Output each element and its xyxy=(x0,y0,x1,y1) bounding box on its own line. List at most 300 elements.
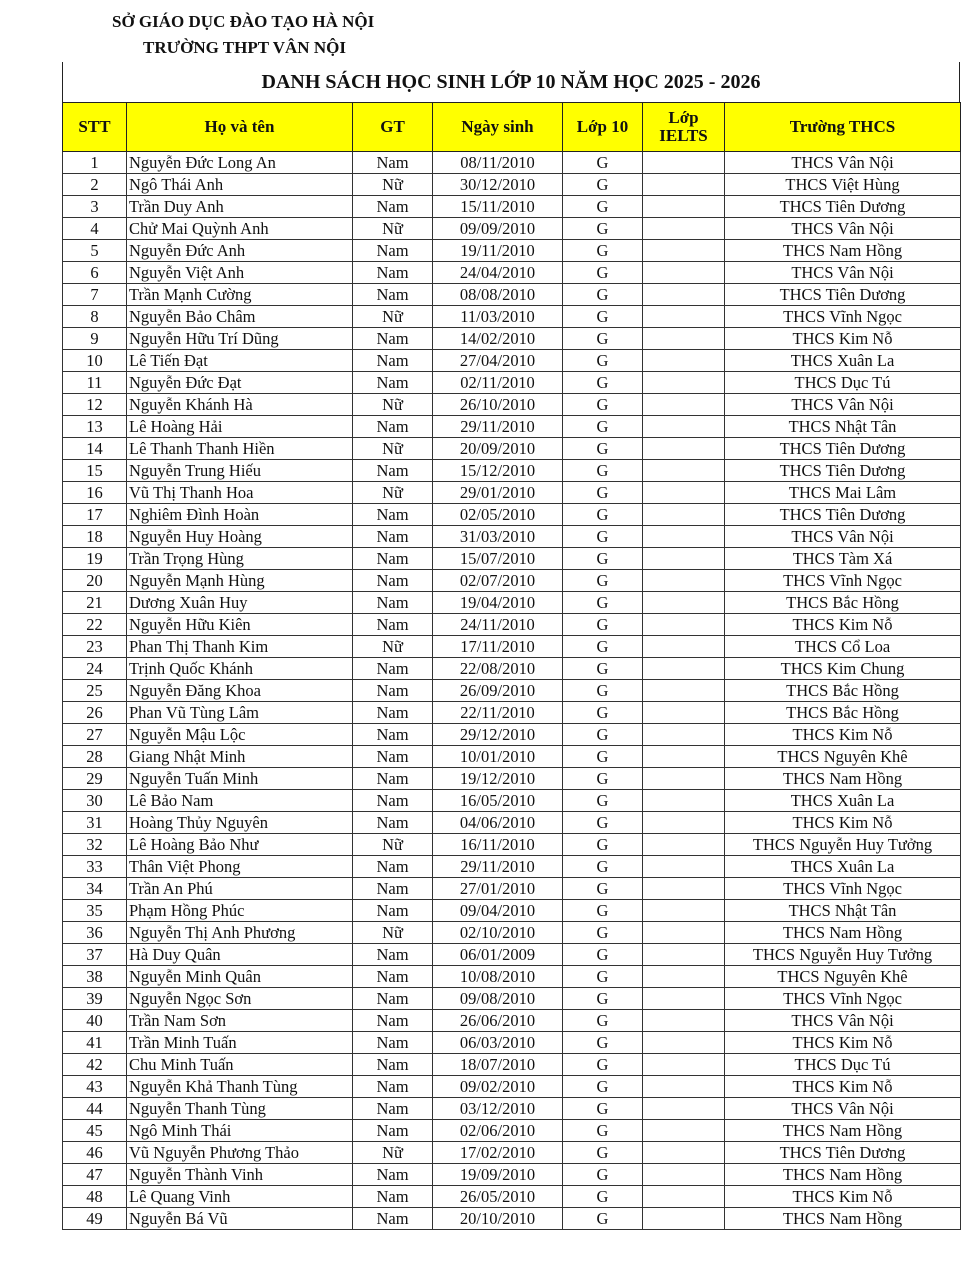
cell-gender: Nam xyxy=(353,1010,433,1032)
cell-ielts-class xyxy=(643,1120,725,1142)
cell-ielts-class xyxy=(643,1186,725,1208)
student-list-sheet xyxy=(62,62,960,1230)
cell-class10: G xyxy=(563,1186,643,1208)
cell-dob: 09/09/2010 xyxy=(433,218,563,240)
cell-dob: 20/10/2010 xyxy=(433,1208,563,1230)
cell-name: Nguyễn Khánh Hà xyxy=(127,394,353,416)
cell-gender: Nam xyxy=(353,372,433,394)
cell-stt: 9 xyxy=(63,328,127,350)
cell-class10: G xyxy=(563,988,643,1010)
cell-dob: 17/02/2010 xyxy=(433,1142,563,1164)
cell-name: Nguyễn Thành Vinh xyxy=(127,1164,353,1186)
cell-class10: G xyxy=(563,944,643,966)
cell-stt: 29 xyxy=(63,768,127,790)
table-row xyxy=(63,592,961,614)
cell-gender: Nam xyxy=(353,152,433,174)
cell-dob: 04/06/2010 xyxy=(433,812,563,834)
cell-name: Trần Trọng Hùng xyxy=(127,548,353,570)
cell-dob: 26/05/2010 xyxy=(433,1186,563,1208)
cell-dob: 02/11/2010 xyxy=(433,372,563,394)
cell-class10: G xyxy=(563,438,643,460)
cell-gender: Nam xyxy=(353,856,433,878)
cell-school: THCS Kim Nỗ xyxy=(725,328,961,350)
cell-name: Lê Hoàng Bảo Như xyxy=(127,834,353,856)
cell-ielts-class xyxy=(643,812,725,834)
department-name: SỞ GIÁO DỤC ĐÀO TẠO HÀ NỘI xyxy=(112,12,375,31)
cell-ielts-class xyxy=(643,262,725,284)
cell-class10: G xyxy=(563,328,643,350)
cell-stt: 30 xyxy=(63,790,127,812)
cell-dob: 03/12/2010 xyxy=(433,1098,563,1120)
cell-name: Phạm Hồng Phúc xyxy=(127,900,353,922)
cell-gender: Nam xyxy=(353,350,433,372)
cell-school: THCS Nhật Tân xyxy=(725,900,961,922)
cell-school: THCS Vĩnh Ngọc xyxy=(725,570,961,592)
cell-gender: Nam xyxy=(353,240,433,262)
cell-gender: Nam xyxy=(353,768,433,790)
cell-name: Trần Minh Tuấn xyxy=(127,1032,353,1054)
cell-school: THCS Tiên Dương xyxy=(725,504,961,526)
cell-name: Nguyễn Đức Đạt xyxy=(127,372,353,394)
table-row xyxy=(63,1076,961,1098)
cell-dob: 17/11/2010 xyxy=(433,636,563,658)
cell-dob: 29/11/2010 xyxy=(433,416,563,438)
cell-school: THCS Mai Lâm xyxy=(725,482,961,504)
cell-stt: 16 xyxy=(63,482,127,504)
cell-name: Nguyễn Thị Anh Phương xyxy=(127,922,353,944)
cell-name: Chu Minh Tuấn xyxy=(127,1054,353,1076)
cell-name: Chử Mai Quỳnh Anh xyxy=(127,218,353,240)
list-title: DANH SÁCH HỌC SINH LỚP 10 NĂM HỌC 2025 - 2026 xyxy=(62,62,960,102)
table-row xyxy=(63,240,961,262)
cell-ielts-class xyxy=(643,328,725,350)
cell-school: THCS Kim Chung xyxy=(725,658,961,680)
cell-gender: Nữ xyxy=(353,834,433,856)
cell-name: Phan Thị Thanh Kim xyxy=(127,636,353,658)
cell-ielts-class xyxy=(643,1208,725,1230)
cell-class10: G xyxy=(563,1098,643,1120)
cell-stt: 36 xyxy=(63,922,127,944)
table-row xyxy=(63,350,961,372)
cell-stt: 3 xyxy=(63,196,127,218)
cell-school: THCS Nguyễn Huy Tưởng xyxy=(725,834,961,856)
cell-gender: Nam xyxy=(353,878,433,900)
cell-gender: Nam xyxy=(353,812,433,834)
cell-gender: Nam xyxy=(353,658,433,680)
cell-class10: G xyxy=(563,856,643,878)
cell-ielts-class xyxy=(643,1032,725,1054)
cell-school: THCS Vân Nội xyxy=(725,262,961,284)
cell-dob: 26/06/2010 xyxy=(433,1010,563,1032)
table-row xyxy=(63,482,961,504)
cell-stt: 21 xyxy=(63,592,127,614)
cell-dob: 09/02/2010 xyxy=(433,1076,563,1098)
cell-stt: 49 xyxy=(63,1208,127,1230)
table-row xyxy=(63,284,961,306)
cell-stt: 22 xyxy=(63,614,127,636)
cell-ielts-class xyxy=(643,174,725,196)
cell-dob: 02/07/2010 xyxy=(433,570,563,592)
cell-school: THCS Tàm Xá xyxy=(725,548,961,570)
cell-name: Nguyễn Hữu Kiên xyxy=(127,614,353,636)
cell-ielts-class xyxy=(643,1076,725,1098)
table-row xyxy=(63,372,961,394)
cell-class10: G xyxy=(563,218,643,240)
cell-dob: 09/08/2010 xyxy=(433,988,563,1010)
table-row xyxy=(63,1032,961,1054)
table-row xyxy=(63,746,961,768)
cell-stt: 11 xyxy=(63,372,127,394)
table-row xyxy=(63,1164,961,1186)
cell-name: Nguyễn Bảo Châm xyxy=(127,306,353,328)
cell-school: THCS Xuân La xyxy=(725,790,961,812)
cell-school: THCS Kim Nỗ xyxy=(725,812,961,834)
cell-ielts-class xyxy=(643,350,725,372)
col-header-class10: Lớp 10 xyxy=(563,103,643,152)
cell-dob: 16/11/2010 xyxy=(433,834,563,856)
cell-stt: 41 xyxy=(63,1032,127,1054)
cell-stt: 27 xyxy=(63,724,127,746)
cell-stt: 2 xyxy=(63,174,127,196)
cell-class10: G xyxy=(563,812,643,834)
cell-gender: Nữ xyxy=(353,636,433,658)
cell-school: THCS Nguyên Khê xyxy=(725,966,961,988)
table-row xyxy=(63,658,961,680)
cell-gender: Nữ xyxy=(353,218,433,240)
table-row xyxy=(63,328,961,350)
cell-stt: 47 xyxy=(63,1164,127,1186)
cell-class10: G xyxy=(563,1120,643,1142)
cell-dob: 24/11/2010 xyxy=(433,614,563,636)
cell-class10: G xyxy=(563,834,643,856)
cell-dob: 15/11/2010 xyxy=(433,196,563,218)
cell-ielts-class xyxy=(643,900,725,922)
cell-school: THCS Nguyễn Huy Tưởng xyxy=(725,944,961,966)
cell-name: Nguyễn Việt Anh xyxy=(127,262,353,284)
cell-class10: G xyxy=(563,636,643,658)
cell-ielts-class xyxy=(643,768,725,790)
cell-ielts-class xyxy=(643,1142,725,1164)
cell-ielts-class xyxy=(643,658,725,680)
cell-dob: 22/08/2010 xyxy=(433,658,563,680)
cell-class10: G xyxy=(563,240,643,262)
cell-ielts-class xyxy=(643,856,725,878)
cell-name: Trần Mạnh Cường xyxy=(127,284,353,306)
cell-school: THCS Kim Nỗ xyxy=(725,614,961,636)
cell-ielts-class xyxy=(643,482,725,504)
cell-stt: 5 xyxy=(63,240,127,262)
cell-dob: 08/08/2010 xyxy=(433,284,563,306)
cell-gender: Nam xyxy=(353,1208,433,1230)
cell-class10: G xyxy=(563,284,643,306)
cell-name: Thân Việt Phong xyxy=(127,856,353,878)
cell-name: Lê Thanh Thanh Hiền xyxy=(127,438,353,460)
cell-school: THCS Tiên Dương xyxy=(725,460,961,482)
cell-dob: 27/04/2010 xyxy=(433,350,563,372)
cell-gender: Nam xyxy=(353,548,433,570)
cell-name: Trần Duy Anh xyxy=(127,196,353,218)
cell-class10: G xyxy=(563,966,643,988)
cell-class10: G xyxy=(563,1032,643,1054)
cell-class10: G xyxy=(563,1164,643,1186)
cell-stt: 46 xyxy=(63,1142,127,1164)
table-row xyxy=(63,768,961,790)
table-row xyxy=(63,724,961,746)
cell-ielts-class xyxy=(643,1164,725,1186)
cell-gender: Nam xyxy=(353,1164,433,1186)
table-row xyxy=(63,196,961,218)
cell-name: Lê Bảo Nam xyxy=(127,790,353,812)
table-row xyxy=(63,988,961,1010)
cell-name: Nguyễn Tuấn Minh xyxy=(127,768,353,790)
cell-class10: G xyxy=(563,746,643,768)
cell-dob: 09/04/2010 xyxy=(433,900,563,922)
cell-stt: 45 xyxy=(63,1120,127,1142)
cell-ielts-class xyxy=(643,394,725,416)
cell-stt: 26 xyxy=(63,702,127,724)
cell-name: Hoàng Thủy Nguyên xyxy=(127,812,353,834)
cell-school: THCS Tiên Dương xyxy=(725,196,961,218)
cell-dob: 15/07/2010 xyxy=(433,548,563,570)
col-header-dob: Ngày sinh xyxy=(433,103,563,152)
cell-school: THCS Bắc Hồng xyxy=(725,680,961,702)
cell-dob: 10/01/2010 xyxy=(433,746,563,768)
cell-dob: 30/12/2010 xyxy=(433,174,563,196)
cell-stt: 6 xyxy=(63,262,127,284)
cell-ielts-class xyxy=(643,240,725,262)
cell-school: THCS Xuân La xyxy=(725,856,961,878)
cell-ielts-class xyxy=(643,504,725,526)
cell-ielts-class xyxy=(643,922,725,944)
cell-dob: 19/04/2010 xyxy=(433,592,563,614)
cell-name: Nguyễn Huy Hoàng xyxy=(127,526,353,548)
cell-name: Trần Nam Sơn xyxy=(127,1010,353,1032)
cell-class10: G xyxy=(563,1010,643,1032)
cell-stt: 32 xyxy=(63,834,127,856)
cell-stt: 44 xyxy=(63,1098,127,1120)
cell-ielts-class xyxy=(643,416,725,438)
table-row xyxy=(63,944,961,966)
cell-gender: Nữ xyxy=(353,482,433,504)
table-row xyxy=(63,614,961,636)
cell-school: THCS Nam Hồng xyxy=(725,1164,961,1186)
cell-name: Vũ Nguyễn Phương Thảo xyxy=(127,1142,353,1164)
cell-dob: 20/09/2010 xyxy=(433,438,563,460)
cell-ielts-class xyxy=(643,306,725,328)
cell-dob: 10/08/2010 xyxy=(433,966,563,988)
cell-school: THCS Kim Nỗ xyxy=(725,1076,961,1098)
cell-name: Lê Tiến Đạt xyxy=(127,350,353,372)
student-table xyxy=(62,102,961,1230)
col-header-stt: STT xyxy=(63,103,127,152)
cell-school: THCS Tiên Dương xyxy=(725,1142,961,1164)
cell-ielts-class xyxy=(643,152,725,174)
table-row xyxy=(63,174,961,196)
cell-class10: G xyxy=(563,416,643,438)
col-header-ielts-line2: IELTS xyxy=(659,126,708,145)
table-row xyxy=(63,1120,961,1142)
cell-name: Nguyễn Mạnh Hùng xyxy=(127,570,353,592)
cell-school: THCS Bắc Hồng xyxy=(725,592,961,614)
cell-stt: 18 xyxy=(63,526,127,548)
cell-gender: Nam xyxy=(353,1098,433,1120)
cell-gender: Nam xyxy=(353,328,433,350)
table-header-row xyxy=(63,103,961,152)
cell-gender: Nữ xyxy=(353,174,433,196)
cell-dob: 19/11/2010 xyxy=(433,240,563,262)
cell-school: THCS Nam Hồng xyxy=(725,922,961,944)
cell-gender: Nam xyxy=(353,196,433,218)
table-row xyxy=(63,306,961,328)
cell-school: THCS Tiên Dương xyxy=(725,284,961,306)
cell-gender: Nam xyxy=(353,284,433,306)
table-row xyxy=(63,702,961,724)
cell-name: Nguyễn Đức Anh xyxy=(127,240,353,262)
cell-stt: 14 xyxy=(63,438,127,460)
cell-ielts-class xyxy=(643,988,725,1010)
cell-ielts-class xyxy=(643,944,725,966)
table-row xyxy=(63,152,961,174)
cell-class10: G xyxy=(563,1208,643,1230)
cell-dob: 08/11/2010 xyxy=(433,152,563,174)
cell-ielts-class xyxy=(643,966,725,988)
cell-dob: 29/01/2010 xyxy=(433,482,563,504)
cell-ielts-class xyxy=(643,746,725,768)
cell-stt: 39 xyxy=(63,988,127,1010)
cell-school: THCS Kim Nỗ xyxy=(725,1032,961,1054)
cell-dob: 02/10/2010 xyxy=(433,922,563,944)
cell-class10: G xyxy=(563,306,643,328)
cell-stt: 7 xyxy=(63,284,127,306)
cell-dob: 29/11/2010 xyxy=(433,856,563,878)
cell-stt: 15 xyxy=(63,460,127,482)
cell-name: Nguyễn Hữu Trí Dũng xyxy=(127,328,353,350)
cell-name: Nguyễn Khả Thanh Tùng xyxy=(127,1076,353,1098)
table-row xyxy=(63,526,961,548)
cell-gender: Nam xyxy=(353,702,433,724)
cell-class10: G xyxy=(563,790,643,812)
cell-school: THCS Vân Nội xyxy=(725,218,961,240)
cell-gender: Nam xyxy=(353,614,433,636)
cell-name: Vũ Thị Thanh Hoa xyxy=(127,482,353,504)
cell-ielts-class xyxy=(643,592,725,614)
cell-ielts-class xyxy=(643,1054,725,1076)
cell-ielts-class xyxy=(643,724,725,746)
cell-school: THCS Vĩnh Ngọc xyxy=(725,306,961,328)
table-row xyxy=(63,416,961,438)
cell-school: THCS Vân Nội xyxy=(725,1098,961,1120)
cell-gender: Nam xyxy=(353,1054,433,1076)
cell-gender: Nam xyxy=(353,1076,433,1098)
cell-school: THCS Nam Hồng xyxy=(725,768,961,790)
cell-ielts-class xyxy=(643,438,725,460)
cell-dob: 06/01/2009 xyxy=(433,944,563,966)
cell-dob: 22/11/2010 xyxy=(433,702,563,724)
cell-dob: 06/03/2010 xyxy=(433,1032,563,1054)
cell-ielts-class xyxy=(643,702,725,724)
cell-school: THCS Nhật Tân xyxy=(725,416,961,438)
table-row xyxy=(63,438,961,460)
cell-name: Giang Nhật Minh xyxy=(127,746,353,768)
cell-school: THCS Vân Nội xyxy=(725,152,961,174)
cell-class10: G xyxy=(563,482,643,504)
cell-class10: G xyxy=(563,658,643,680)
cell-dob: 29/12/2010 xyxy=(433,724,563,746)
cell-name: Nguyễn Đức Long An xyxy=(127,152,353,174)
cell-school: THCS Nguyên Khê xyxy=(725,746,961,768)
cell-name: Trịnh Quốc Khánh xyxy=(127,658,353,680)
cell-school: THCS Cổ Loa xyxy=(725,636,961,658)
cell-school: THCS Nam Hồng xyxy=(725,1208,961,1230)
cell-stt: 10 xyxy=(63,350,127,372)
table-row xyxy=(63,856,961,878)
table-row xyxy=(63,1098,961,1120)
cell-stt: 8 xyxy=(63,306,127,328)
cell-class10: G xyxy=(563,614,643,636)
cell-gender: Nam xyxy=(353,504,433,526)
cell-class10: G xyxy=(563,878,643,900)
table-body xyxy=(63,152,961,1230)
cell-stt: 12 xyxy=(63,394,127,416)
cell-school: THCS Tiên Dương xyxy=(725,438,961,460)
cell-school: THCS Vân Nội xyxy=(725,394,961,416)
cell-stt: 37 xyxy=(63,944,127,966)
cell-class10: G xyxy=(563,570,643,592)
cell-gender: Nam xyxy=(353,988,433,1010)
cell-ielts-class xyxy=(643,284,725,306)
cell-name: Hà Duy Quân xyxy=(127,944,353,966)
cell-class10: G xyxy=(563,460,643,482)
cell-stt: 48 xyxy=(63,1186,127,1208)
cell-stt: 13 xyxy=(63,416,127,438)
cell-school: THCS Vĩnh Ngọc xyxy=(725,878,961,900)
cell-school: THCS Nam Hồng xyxy=(725,240,961,262)
table-row xyxy=(63,1142,961,1164)
cell-dob: 19/12/2010 xyxy=(433,768,563,790)
cell-dob: 02/05/2010 xyxy=(433,504,563,526)
table-row xyxy=(63,460,961,482)
cell-stt: 34 xyxy=(63,878,127,900)
cell-stt: 31 xyxy=(63,812,127,834)
cell-ielts-class xyxy=(643,636,725,658)
table-row xyxy=(63,218,961,240)
table-row xyxy=(63,570,961,592)
cell-dob: 31/03/2010 xyxy=(433,526,563,548)
cell-name: Trần An Phú xyxy=(127,878,353,900)
cell-school: THCS Vân Nội xyxy=(725,526,961,548)
table-row xyxy=(63,548,961,570)
cell-name: Nguyễn Thanh Tùng xyxy=(127,1098,353,1120)
cell-class10: G xyxy=(563,504,643,526)
cell-stt: 20 xyxy=(63,570,127,592)
cell-dob: 24/04/2010 xyxy=(433,262,563,284)
cell-school: THCS Dục Tú xyxy=(725,372,961,394)
cell-ielts-class xyxy=(643,878,725,900)
table-row xyxy=(63,394,961,416)
col-header-school: Trường THCS xyxy=(725,103,961,152)
table-row xyxy=(63,834,961,856)
cell-gender: Nam xyxy=(353,1186,433,1208)
cell-stt: 4 xyxy=(63,218,127,240)
cell-ielts-class xyxy=(643,372,725,394)
cell-class10: G xyxy=(563,1142,643,1164)
cell-school: THCS Xuân La xyxy=(725,350,961,372)
cell-dob: 26/10/2010 xyxy=(433,394,563,416)
table-row xyxy=(63,900,961,922)
cell-school: THCS Vân Nội xyxy=(725,1010,961,1032)
cell-class10: G xyxy=(563,174,643,196)
cell-gender: Nam xyxy=(353,790,433,812)
